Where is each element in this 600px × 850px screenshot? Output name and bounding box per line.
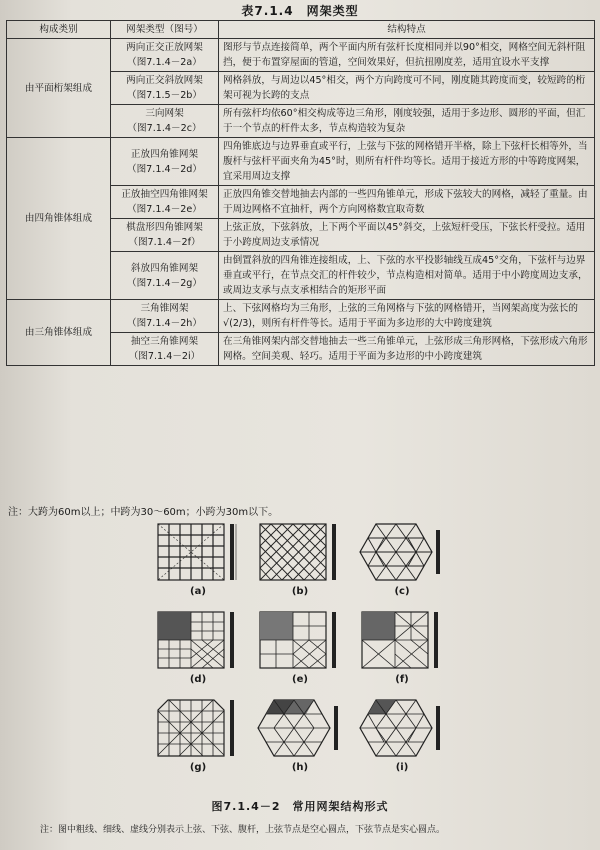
type-cell	[111, 300, 219, 333]
table-header-row	[7, 21, 595, 39]
figure-f	[354, 608, 450, 685]
feature-cell: 在三角锥网架内部交替地抽去一些三角锥单元，上弦形成三角形网格，下弦形成六角形网格。空间美观、轻巧。适用于平面为多边形的中小跨度建筑	[219, 333, 595, 366]
type-name: 抽空三角锥网架	[130, 336, 199, 347]
figure-ref: （图7.1.4－2f）	[128, 237, 201, 248]
figure-e	[252, 608, 348, 685]
type-name: 三角锥网架	[140, 303, 189, 314]
feature-cell: 上弦正放，下弦斜放，上下两个平面以45°斜交，上弦短杆受压，下弦长杆受拉。适用于小跨度周边支承情况	[219, 219, 595, 252]
figure-g	[150, 696, 246, 773]
figure-ref: （图7.1.4－2h）	[127, 318, 202, 329]
figure-label: (f)	[395, 674, 409, 685]
category-cell: 由平面桁架组成	[7, 39, 111, 138]
figure-h	[252, 696, 348, 773]
feature-cell: 四角锥底边与边界垂直或平行，上弦与下弦的网格错开半格，除上下弦杆长相等外，当腹杆与弦杆平面夹角为45°时，则所有杆件均等长。适用于接近方形的中等跨度网架，宜采用周边支撑	[219, 138, 595, 186]
figure-i	[354, 696, 450, 773]
type-name: 棋盘形四角锥网架	[126, 222, 203, 233]
grid-orthogonal-diagram	[150, 520, 246, 584]
header-category: 构成类别	[7, 21, 111, 39]
figure-label: (i)	[395, 762, 409, 773]
figure-c	[354, 520, 450, 597]
type-cell	[111, 138, 219, 186]
table-row	[7, 138, 595, 186]
hollow-pyramid-diagram	[252, 608, 348, 672]
checkerboard-pyramid-diagram	[354, 608, 450, 672]
figure-label: (g)	[189, 762, 207, 773]
type-cell	[111, 72, 219, 105]
category-cell: 由三角锥体组成	[7, 300, 111, 366]
figure-label: (d)	[189, 674, 207, 685]
feature-cell: 由倒置斜放的四角锥连接组成，上、下弦的水平投影轴线互成45°交角，下弦杆与边界垂直或平行，在节点交汇的杆件较少，节点构造相对简单。适用于中小跨度周边支承，或周边支承与点支承相结合的矩形平面	[219, 252, 595, 300]
type-name: 正放抽空四角锥网架	[121, 189, 208, 200]
type-cell	[111, 105, 219, 138]
triangular-pyramid-diagram	[252, 696, 348, 760]
figure-ref: （图7.1.4－2a）	[127, 57, 202, 68]
category-cell: 由四角锥体组成	[7, 138, 111, 300]
figure-ref: （图7.1.4－2e）	[127, 204, 202, 215]
figure-label: (c)	[394, 586, 410, 597]
figure-label: (h)	[291, 762, 309, 773]
figure-label: (b)	[291, 586, 309, 597]
figure-label: (a)	[190, 586, 206, 597]
type-cell	[111, 252, 219, 300]
figure-ref: （图7.1.4－2d）	[127, 163, 202, 175]
figure-ref: （图7.1.4－2g）	[127, 277, 202, 289]
table-note: 注：大跨为60m以上；中跨为30～60m；小跨为30m以下。	[8, 507, 279, 518]
figure-note: 注：图中粗线、细线、虚线分别表示上弦、下弦、腹杆，上弦节点是空心圆点，下弦节点是实心圆点。	[40, 825, 446, 835]
table-row	[7, 39, 595, 72]
type-cell	[111, 39, 219, 72]
figure-b	[252, 520, 348, 597]
type-name: 两向正交斜放网架	[126, 75, 203, 86]
figure-grid	[150, 520, 450, 790]
figure-d	[150, 608, 246, 685]
table-row	[7, 300, 595, 333]
grid-type-table	[6, 20, 595, 366]
grid-diagonal-diagram	[252, 520, 348, 584]
figure-label: (e)	[292, 674, 308, 685]
grid-three-way-diagram	[354, 520, 450, 584]
square-pyramid-diagram	[150, 608, 246, 672]
hollow-triangular-pyramid-diagram	[354, 696, 450, 760]
type-cell	[111, 219, 219, 252]
figure-title: 图7.1.4－2 常用网架结构形式	[211, 800, 389, 813]
type-name: 斜放四角锥网架	[130, 262, 199, 274]
type-cell	[111, 186, 219, 219]
type-name: 两向正交正放网架	[126, 42, 203, 53]
feature-cell: 所有弦杆均依60°相交构成等边三角形，刚度较强，适用于多边形、圆形的平面，但汇于一个节点的杆件太多，节点构造较为复杂	[219, 105, 595, 138]
feature-cell: 图形与节点连接简单，两个平面内所有弦杆长度相同并以90°相交，网格空间无斜杆阻挡，便于布置穿屋面的管道，空间效果好，但抗扭刚度差，适用宜设水平支撑	[219, 39, 595, 72]
diagonal-pyramid-diagram	[150, 696, 246, 760]
type-name: 三向网架	[145, 108, 184, 119]
figure-ref: （图7.1.4－2c）	[127, 123, 202, 134]
header-type: 网架类型（图号）	[111, 21, 219, 39]
type-name: 正放四角锥网架	[130, 148, 199, 160]
figure-ref: （图7.1.5－2b）	[127, 90, 202, 101]
feature-cell: 正放四角锥交替地抽去内部的一些四角锥单元，形成下弦较大的网格，减轻了重量。由于周边网格不宜抽杆，两个方向网格数宜取奇数	[219, 186, 595, 219]
header-feature: 结构特点	[219, 21, 595, 39]
figure-ref: （图7.1.4－2i）	[128, 351, 201, 362]
table-title: 表7.1.4 网架类型	[241, 4, 359, 18]
feature-cell: 网格斜放，与周边以45°相交，两个方向跨度可不同，刚度随其跨度而变，较短跨的桁架可视为长跨的支点	[219, 72, 595, 105]
figure-a	[150, 520, 246, 597]
type-cell	[111, 333, 219, 366]
feature-cell: 上、下弦网格均为三角形，上弦的三角网格与下弦的网格错开，当网架高度为弦长的√(2/3)，则所有杆件等长。适用于平面为多边形的大中跨度建筑	[219, 300, 595, 333]
